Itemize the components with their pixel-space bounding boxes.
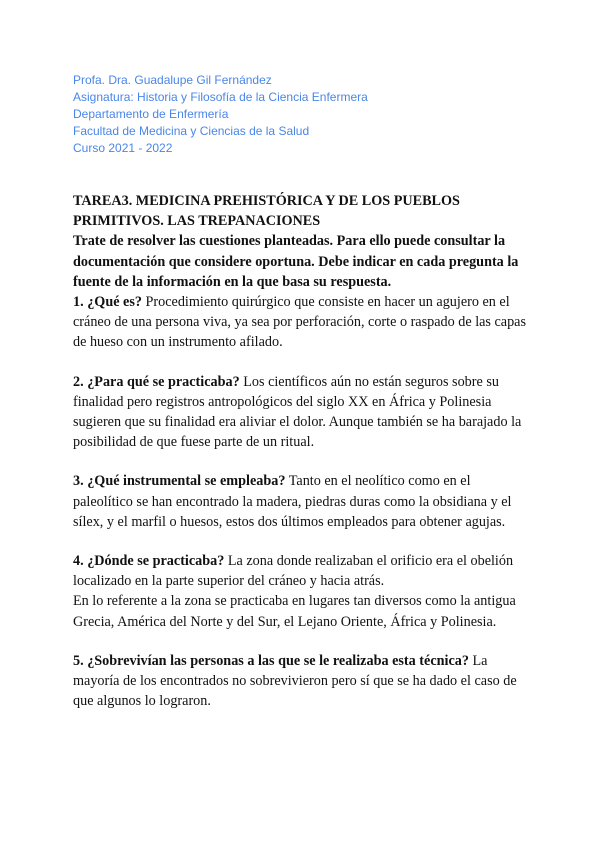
header-professor: Profa. Dra. Guadalupe Gil Fernández	[73, 73, 272, 87]
question-5-answer: La mayoría de los encontrados no sobrevivieron pero sí que se ha dado el caso de que algunos lo lograron.	[73, 652, 517, 710]
document-header	[73, 72, 368, 157]
question-5	[73, 651, 533, 712]
header-course: Curso 2021 - 2022	[73, 141, 173, 155]
task-instructions: Trate de resolver las cuestiones planteadas. Para ello puede consultar la documentación que considere oportuna. Debe indicar en cada pregunta la fuente de la información en la que basa su respuesta.	[73, 233, 519, 290]
header-subject: Asignatura: Historia y Filosofía de la Ciencia Enfermera	[73, 90, 368, 104]
header-faculty: Facultad de Medicina y Ciencias de la Salud	[73, 124, 310, 138]
question-3	[73, 471, 533, 532]
question-3-text: 3. ¿Qué instrumental se empleaba?	[73, 473, 286, 490]
question-4-answer-extra: En lo referente a la zona se practicaba en lugares tan diversos como la antigua Grecia, América del Norte y del Sur, el Lejano Oriente, África y Polinesia.	[73, 593, 516, 630]
question-1	[73, 292, 533, 353]
question-2-answer: Los científicos aún no están seguros sobre su finalidad pero registros antropológicos del siglo XX en África y Polinesia sugieren que su finalidad era aliviar el dolor. Aunque también se ha barajado la posibilidad de que fuese parte de un ritual.	[73, 373, 522, 451]
task-title: TAREA3. MEDICINA PREHISTÓRICA Y DE LOS PUEBLOS PRIMITIVOS. LAS TREPANACIONES	[73, 193, 460, 230]
question-1-text: 1. ¿Qué es?	[73, 294, 142, 311]
question-4-answer: La zona donde realizaban el orificio era el obelión localizado en la parte superior del cráneo y hacia atrás.	[73, 553, 514, 590]
question-1-answer: Procedimiento quirúrgico que consiste en hacer un agujero en el cráneo de una persona viva, ya sea por perforación, corte o raspado de las capas de hueso con un instrumento afilado.	[73, 294, 527, 351]
question-2-text: 2. ¿Para qué se practicaba?	[73, 373, 240, 390]
question-4	[73, 551, 533, 632]
question-4-text: 4. ¿Dónde se practicaba?	[73, 553, 225, 570]
question-5-text: 5. ¿Sobrevivían las personas a las que se le realizaba esta técnica?	[73, 652, 469, 669]
document-body	[73, 191, 533, 711]
question-3-answer: Tanto en el neolítico como en el paleolítico se han encontrado la madera, piedras duras como la obsidiana y el sílex, y el marfil o huesos, estos dos últimos empleados para obtener agujas.	[73, 473, 512, 530]
question-2	[73, 372, 533, 453]
header-department: Departamento de Enfermería	[73, 107, 229, 121]
